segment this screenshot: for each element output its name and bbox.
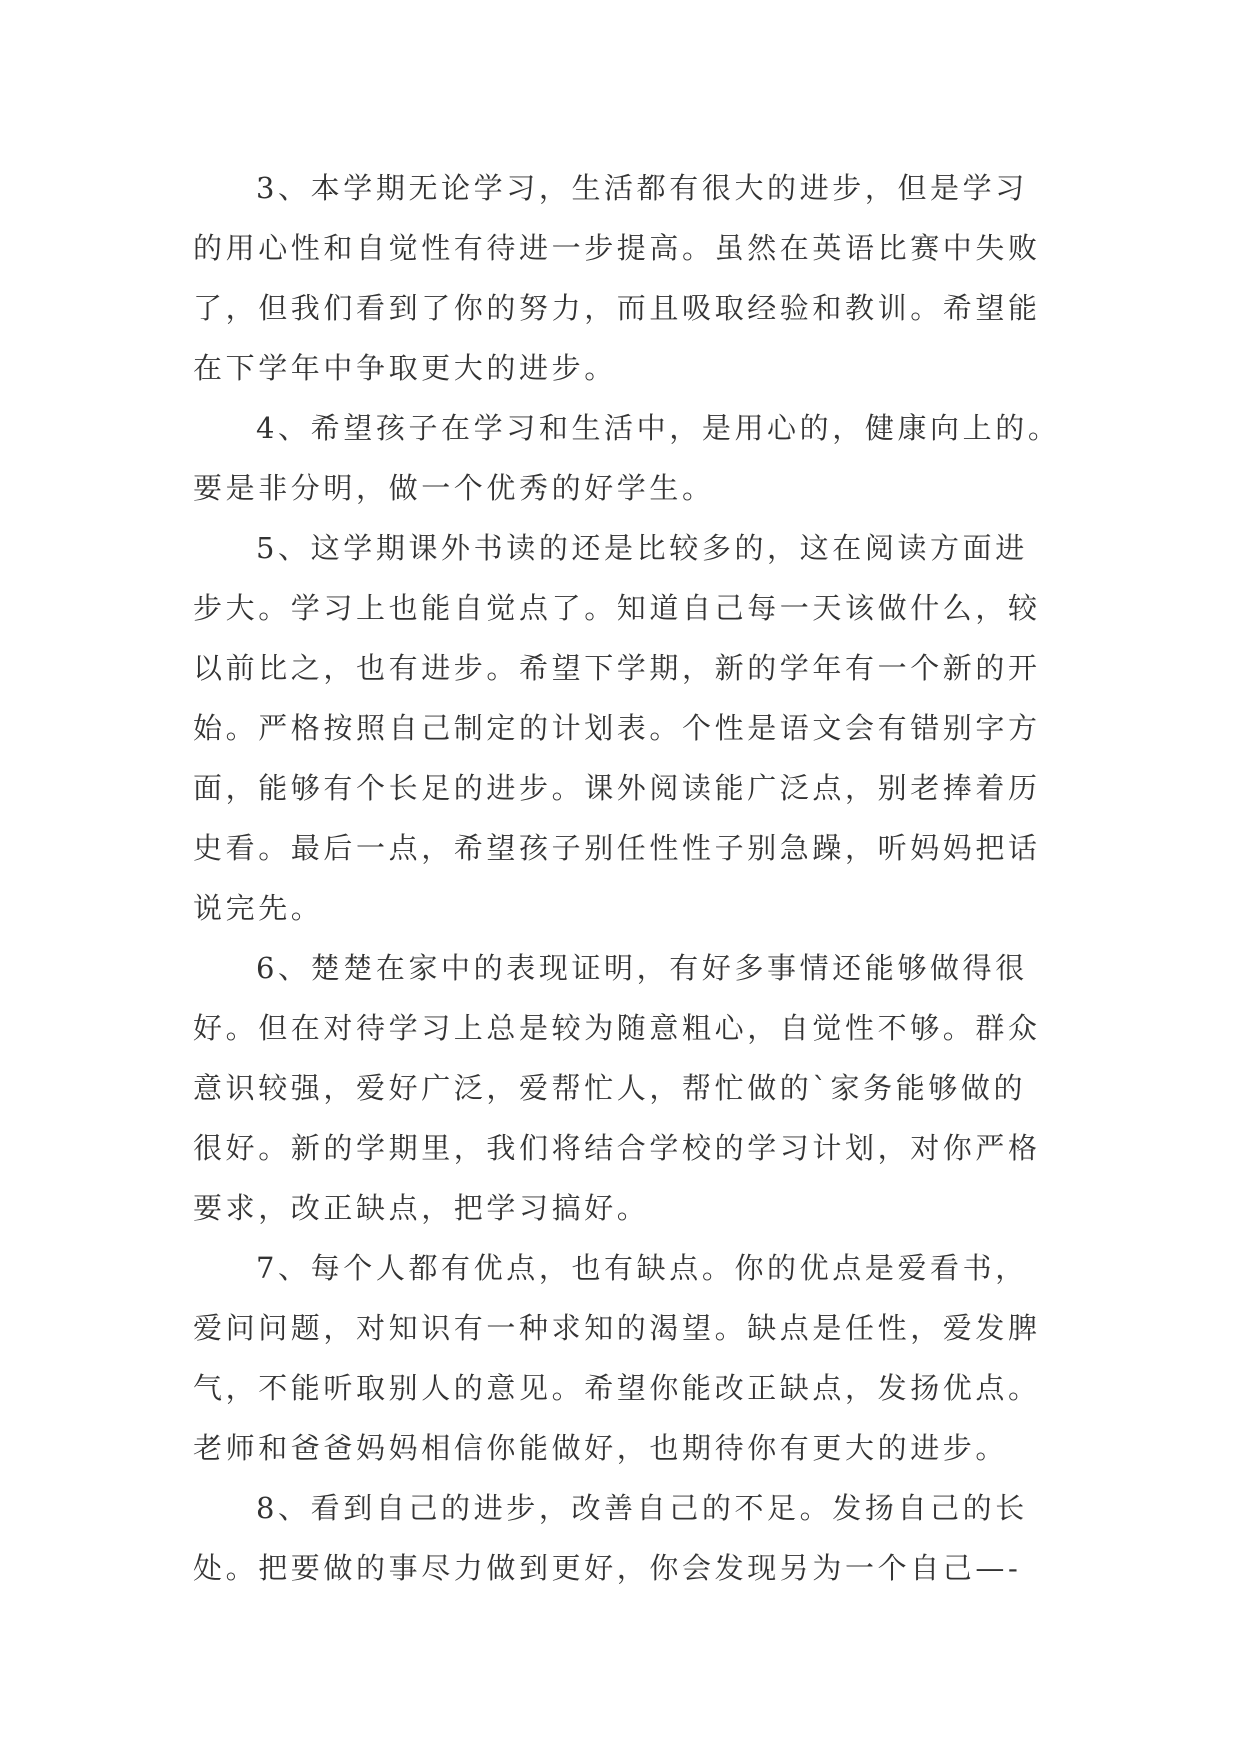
text-line: 4、希望孩子在学习和生活中，是用心的，健康向上的。 [256,411,1061,445]
text-line: 了，但我们看到了你的努力，而且吸取经验和教训。希望能 [193,291,1041,325]
paragraph-4 [193,398,1061,518]
paragraph-8 [193,1478,1053,1598]
text-line: 意识较强，爱好广泛，爱帮忙人，帮忙做的`家务能够做的 [193,1071,1027,1105]
text-line: 的用心性和自觉性有待进一步提高。虽然在英语比赛中失败 [193,231,1041,265]
text-line: 3、本学期无论学习，生活都有很大的进步，但是学习 [256,171,1028,205]
text-line: 史看。最后一点，希望孩子别任性性子别急躁，听妈妈把话 [193,831,1041,865]
paragraph-5 [193,518,1053,938]
text-line: 5、这学期课外书读的还是比较多的，这在阅读方面进 [256,531,1028,565]
text-line: 老师和爸爸妈妈相信你能做好，也期待你有更大的进步。 [193,1431,1009,1465]
text-line: 气，不能听取别人的意见。希望你能改正缺点，发扬优点。 [193,1371,1041,1405]
text-line: 6、楚楚在家中的表现证明，有好多事情还能够做得很 [256,951,1028,985]
text-line: 好。但在对待学习上总是较为随意粗心，自觉性不够。群众 [193,1011,1041,1045]
text-line: 8、看到自己的进步，改善自己的不足。发扬自己的长 [256,1491,1028,1525]
document-body [193,158,1061,1598]
text-line: 说完先。 [193,891,324,925]
text-line: 以前比之，也有进步。希望下学期，新的学年有一个新的开 [193,651,1041,685]
text-line: 很好。新的学期里，我们将结合学校的学习计划，对你严格 [193,1131,1041,1165]
text-line: 始。严格按照自己制定的计划表。个性是语文会有错别字方 [193,711,1041,745]
text-line: 面，能够有个长足的进步。课外阅读能广泛点，别老捧着历 [193,771,1041,805]
text-line: 7、每个人都有优点，也有缺点。你的优点是爱看书， [256,1251,1028,1285]
paragraph-6 [193,938,1053,1238]
text-line: 要求，改正缺点，把学习搞好。 [193,1191,650,1225]
paragraph-7 [193,1238,1053,1478]
text-line: 在下学年中争取更大的进步。 [193,351,617,385]
text-line: 要是非分明，做一个优秀的好学生。 [193,471,715,505]
paragraph-3 [193,158,1053,398]
text-line: 处。把要做的事尽力做到更好，你会发现另为一个自己—- [193,1551,1022,1585]
text-line: 爱问问题，对知识有一种求知的渴望。缺点是任性，爱发脾 [193,1311,1041,1345]
text-line: 步大。学习上也能自觉点了。知道自己每一天该做什么，较 [193,591,1041,625]
